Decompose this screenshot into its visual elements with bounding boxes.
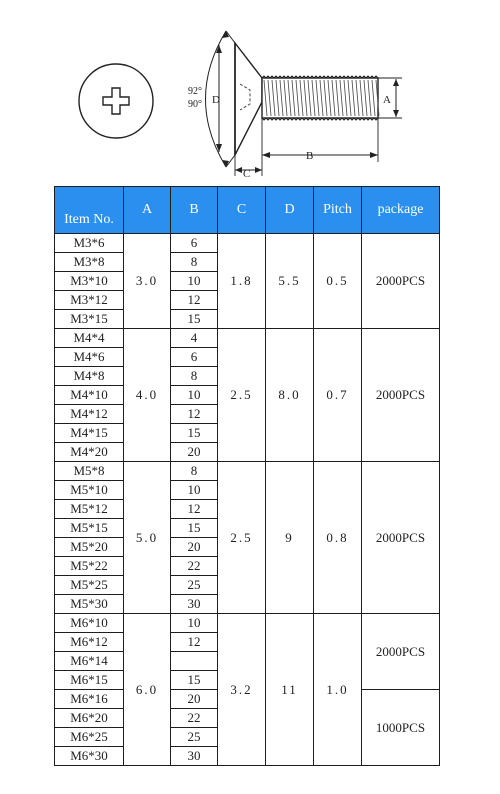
b-cell: 10 bbox=[171, 272, 218, 291]
item-no-cell: M3*8 bbox=[55, 253, 124, 272]
b-cell: 4 bbox=[171, 329, 218, 348]
item-no-cell: M5*25 bbox=[55, 576, 124, 595]
a-cell: 4.0 bbox=[124, 329, 171, 462]
b-cell: 10 bbox=[171, 386, 218, 405]
item-no-cell: M6*16 bbox=[55, 690, 124, 709]
pitch-cell: 0.5 bbox=[314, 234, 362, 329]
a-cell: 6.0 bbox=[124, 614, 171, 766]
table-header bbox=[55, 187, 440, 234]
item-no-cell: M5*15 bbox=[55, 519, 124, 538]
item-no-cell: M3*15 bbox=[55, 310, 124, 329]
b-cell: 20 bbox=[171, 538, 218, 557]
item-no-cell: M5*10 bbox=[55, 481, 124, 500]
dim-b-label: B bbox=[306, 150, 314, 162]
dimension-b-c bbox=[235, 118, 378, 180]
b-cell: 25 bbox=[171, 728, 218, 747]
table-row bbox=[55, 234, 440, 253]
a-cell: 3.0 bbox=[124, 234, 171, 329]
item-no-cell: M6*14 bbox=[55, 652, 124, 671]
b-cell: 10 bbox=[171, 614, 218, 633]
item-no-cell: M4*6 bbox=[55, 348, 124, 367]
package-cell: 2000PCS bbox=[362, 462, 440, 614]
header-c: C bbox=[218, 187, 266, 234]
item-no-cell: M4*10 bbox=[55, 386, 124, 405]
b-cell: 12 bbox=[171, 405, 218, 424]
pitch-cell: 0.7 bbox=[314, 329, 362, 462]
header-d: D bbox=[266, 187, 314, 234]
dimension-d bbox=[212, 45, 222, 152]
item-no-cell: M3*12 bbox=[55, 291, 124, 310]
header-package: package bbox=[362, 187, 440, 234]
b-cell: 15 bbox=[171, 310, 218, 329]
d-cell: 9 bbox=[266, 462, 314, 614]
b-cell: 8 bbox=[171, 253, 218, 272]
item-no-cell: M6*25 bbox=[55, 728, 124, 747]
header-pitch: Pitch bbox=[314, 187, 362, 234]
item-no-cell: M5*22 bbox=[55, 557, 124, 576]
screw-side-view bbox=[235, 43, 379, 155]
item-no-cell: M3*6 bbox=[55, 234, 124, 253]
b-cell: 20 bbox=[171, 443, 218, 462]
c-cell: 2.5 bbox=[218, 462, 266, 614]
b-cell: 22 bbox=[171, 557, 218, 576]
item-no-cell: M5*12 bbox=[55, 500, 124, 519]
table-row bbox=[55, 614, 440, 633]
a-cell: 5.0 bbox=[124, 462, 171, 614]
item-no-cell: M4*20 bbox=[55, 443, 124, 462]
angle-top-label: 92° bbox=[188, 86, 202, 97]
b-cell: 30 bbox=[171, 747, 218, 766]
pitch-cell: 1.0 bbox=[314, 614, 362, 766]
screw-dimension-drawing bbox=[0, 0, 500, 185]
item-no-cell: M4*12 bbox=[55, 405, 124, 424]
item-no-cell: M6*12 bbox=[55, 633, 124, 652]
b-cell: 12 bbox=[171, 633, 218, 652]
item-no-cell: M5*30 bbox=[55, 595, 124, 614]
b-cell: 8 bbox=[171, 462, 218, 481]
pitch-cell: 0.8 bbox=[314, 462, 362, 614]
item-no-cell: M6*20 bbox=[55, 709, 124, 728]
package-cell: 2000PCS bbox=[362, 234, 440, 329]
b-cell: 15 bbox=[171, 519, 218, 538]
dim-c-label: C bbox=[243, 168, 251, 180]
b-cell: 12 bbox=[171, 500, 218, 519]
package-cell: 2000PCS bbox=[362, 614, 440, 690]
item-no-cell: M4*8 bbox=[55, 367, 124, 386]
item-no-cell: M4*15 bbox=[55, 424, 124, 443]
item-no-cell: M3*10 bbox=[55, 272, 124, 291]
c-cell: 3.2 bbox=[218, 614, 266, 766]
b-cell bbox=[171, 652, 218, 671]
table-row bbox=[55, 462, 440, 481]
d-cell: 5.5 bbox=[266, 234, 314, 329]
dimension-a bbox=[378, 78, 402, 118]
b-cell: 30 bbox=[171, 595, 218, 614]
d-cell: 8.0 bbox=[266, 329, 314, 462]
b-cell: 15 bbox=[171, 424, 218, 443]
item-no-cell: M6*10 bbox=[55, 614, 124, 633]
b-cell: 25 bbox=[171, 576, 218, 595]
item-no-cell: M5*20 bbox=[55, 538, 124, 557]
c-cell: 2.5 bbox=[218, 329, 266, 462]
b-cell: 10 bbox=[171, 481, 218, 500]
item-no-cell: M4*4 bbox=[55, 329, 124, 348]
header-a: A bbox=[124, 187, 171, 234]
header-b: B bbox=[171, 187, 218, 234]
table-row bbox=[55, 329, 440, 348]
angle-bottom-label: 90° bbox=[188, 99, 202, 110]
b-cell: 22 bbox=[171, 709, 218, 728]
package-cell: 1000PCS bbox=[362, 690, 440, 766]
phillips-head-icon bbox=[79, 64, 153, 138]
header-item-no: Item No. bbox=[55, 187, 124, 234]
package-cell: 2000PCS bbox=[362, 329, 440, 462]
c-cell: 1.8 bbox=[218, 234, 266, 329]
b-cell: 8 bbox=[171, 367, 218, 386]
dim-d-label: D bbox=[212, 94, 220, 106]
item-no-cell: M6*30 bbox=[55, 747, 124, 766]
b-cell: 6 bbox=[171, 234, 218, 253]
spec-table bbox=[54, 186, 440, 766]
b-cell: 15 bbox=[171, 671, 218, 690]
d-cell: 11 bbox=[266, 614, 314, 766]
dim-a-label: A bbox=[383, 94, 391, 106]
b-cell: 20 bbox=[171, 690, 218, 709]
b-cell: 6 bbox=[171, 348, 218, 367]
b-cell: 12 bbox=[171, 291, 218, 310]
item-no-cell: M5*8 bbox=[55, 462, 124, 481]
table-body bbox=[55, 234, 440, 766]
item-no-cell: M6*15 bbox=[55, 671, 124, 690]
